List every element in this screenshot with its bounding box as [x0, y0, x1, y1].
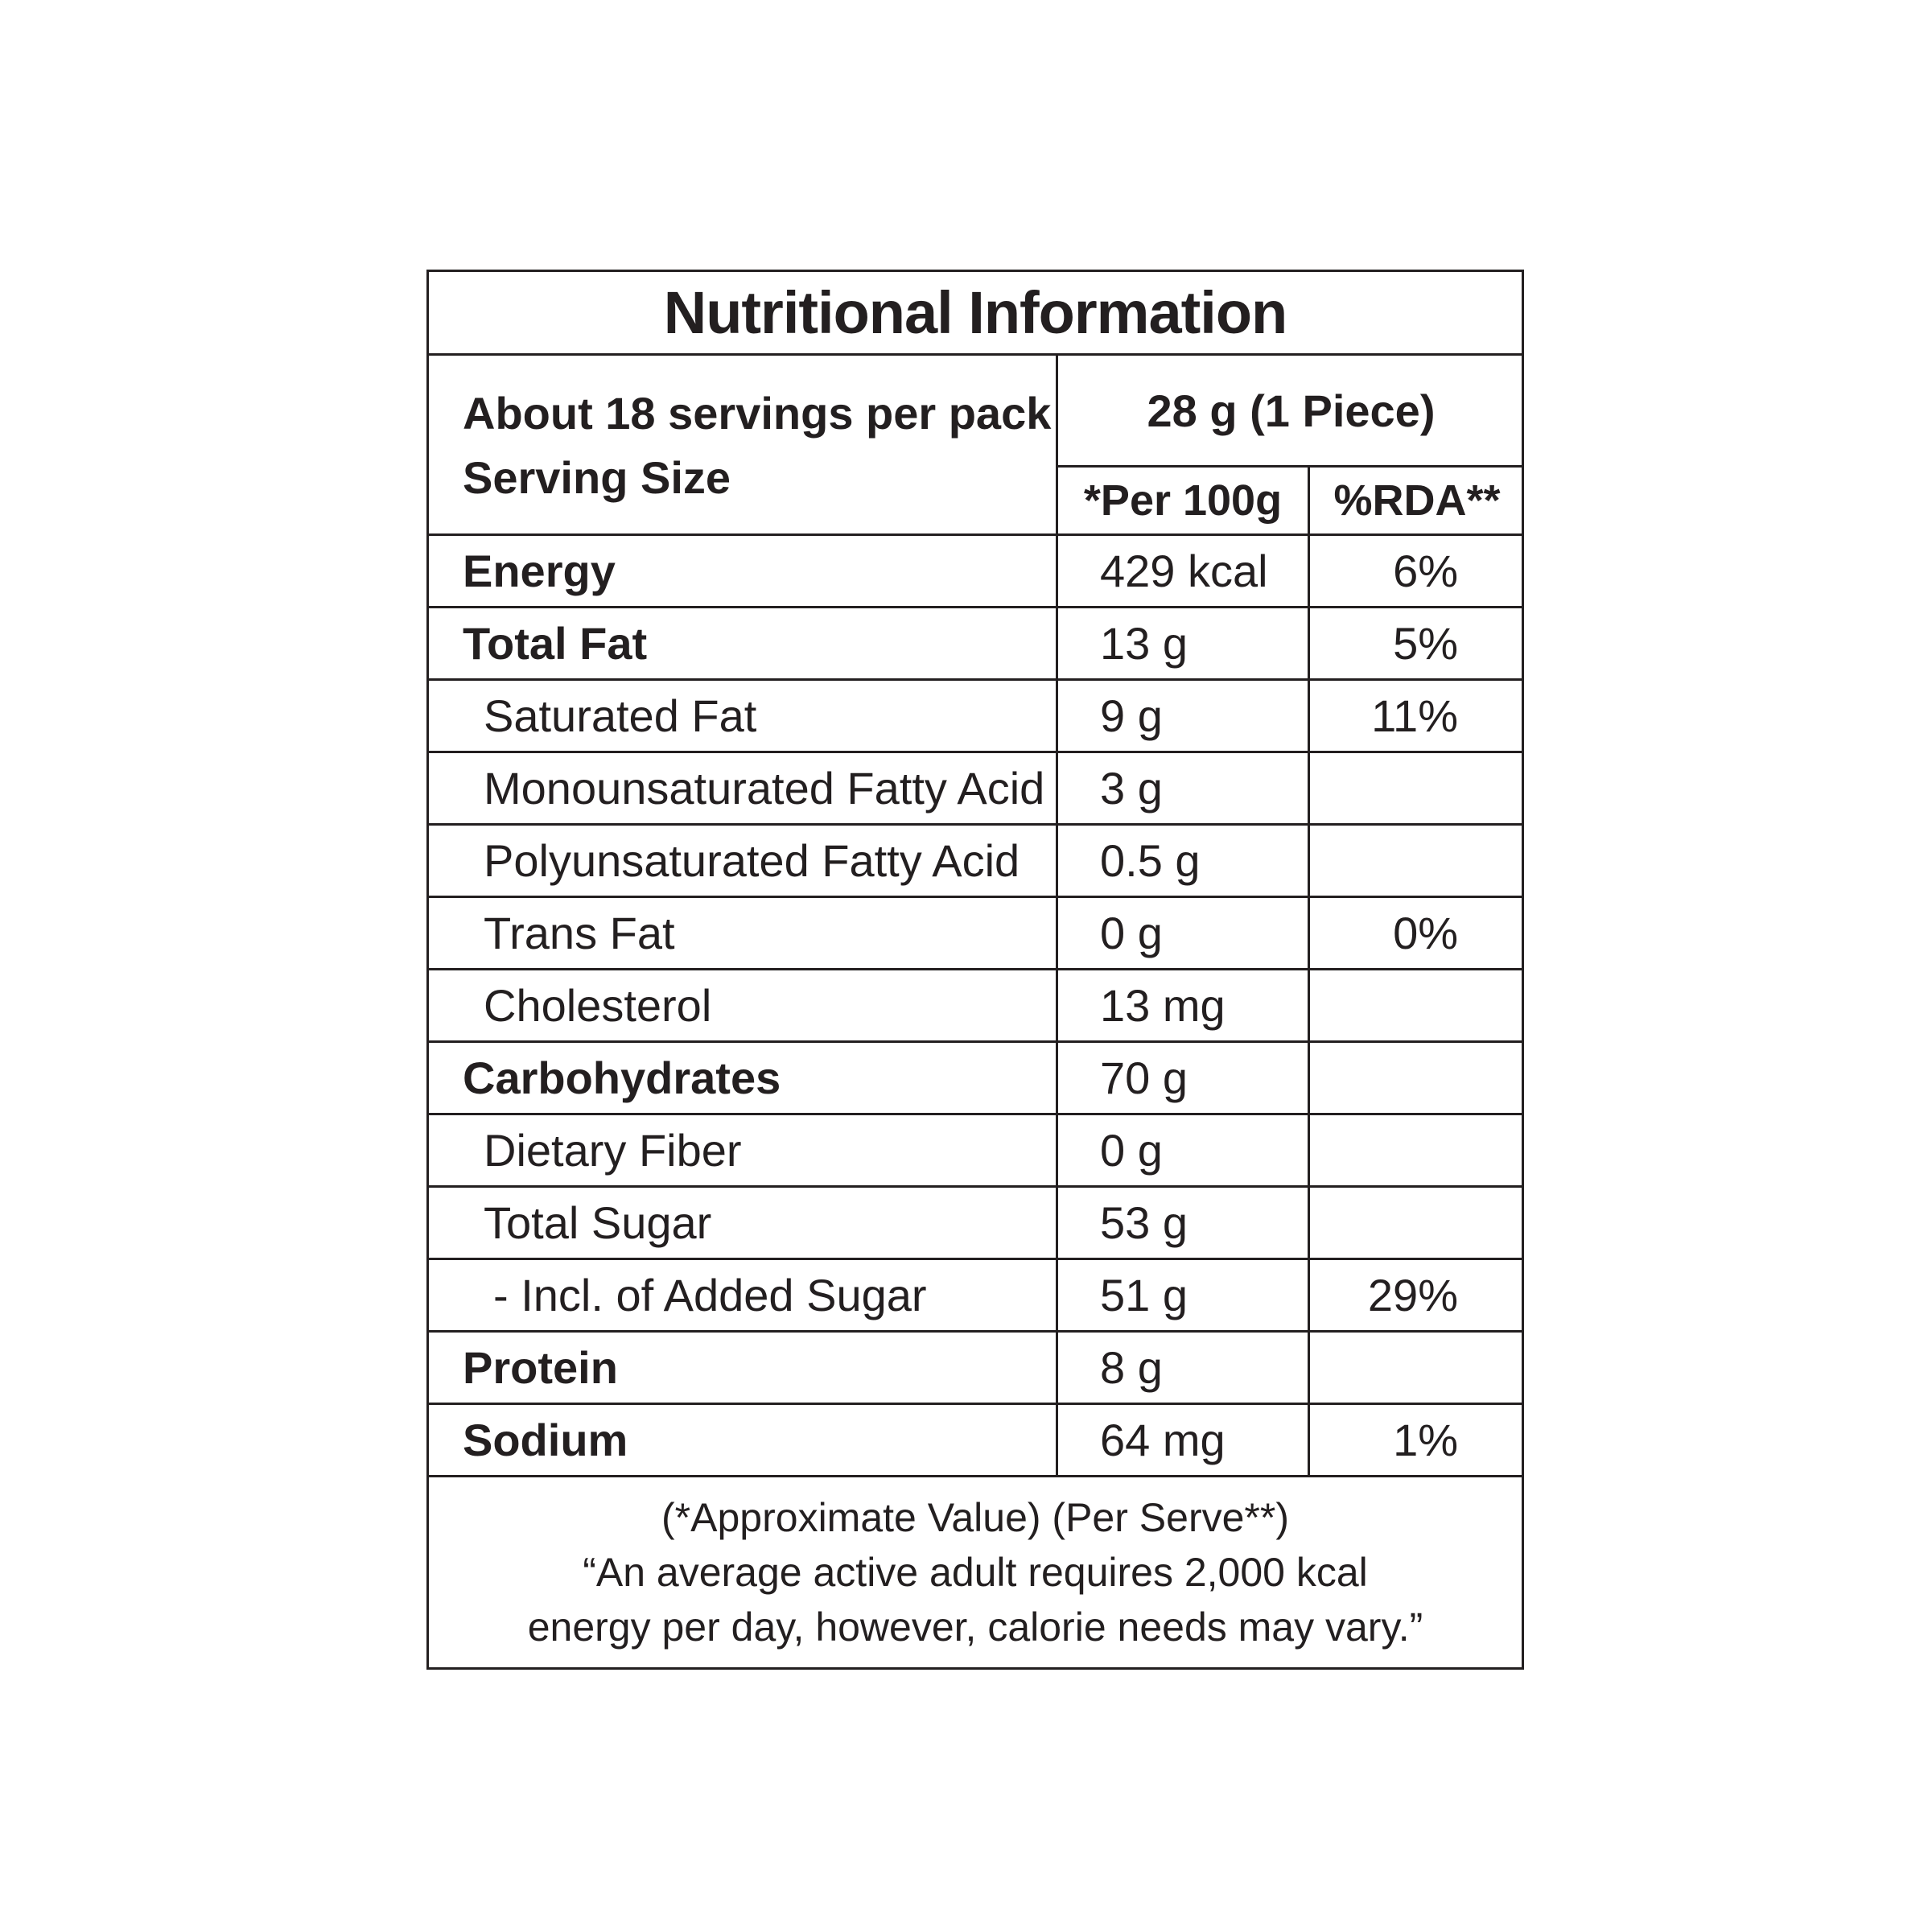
nutrient-value: 8 g: [1058, 1333, 1310, 1403]
nutrient-name: Cholesterol: [429, 970, 1058, 1040]
nutrient-value: 3 g: [1058, 753, 1310, 823]
nutrient-rda: 0%: [1393, 908, 1458, 958]
nutrient-value: 0.5 g: [1058, 826, 1310, 896]
nutrient-rda: [1310, 1043, 1524, 1113]
nutrient-name: Saturated Fat: [429, 681, 1058, 751]
serving-size-label: Serving Size: [463, 452, 731, 503]
table-row: [429, 970, 1522, 1043]
nutrient-value: 13 mg: [1058, 970, 1310, 1040]
table-title: Nutritional Information: [429, 272, 1522, 356]
nutrient-name: Protein: [429, 1333, 1058, 1403]
nutrient-name: Total Fat: [429, 608, 1058, 678]
table-row: [429, 608, 1522, 681]
table-row: [429, 826, 1522, 898]
table-row: [429, 1188, 1522, 1260]
nutrient-rda: [1310, 970, 1524, 1040]
footnote-line: (*Approximate Value) (Per Serve**): [661, 1495, 1289, 1540]
column-header-rda: %RDA**: [1310, 468, 1524, 536]
nutrient-rows: [429, 536, 1522, 1477]
footnote-line: “An average active adult requires 2,000 kcal: [583, 1550, 1368, 1595]
footnote-line: energy per day, however, calorie needs may vary.”: [527, 1605, 1423, 1650]
nutrient-rda: 29%: [1367, 1270, 1458, 1320]
nutrient-value: 0 g: [1058, 1115, 1310, 1185]
nutrient-name: Carbohydrates: [429, 1043, 1058, 1113]
table-row: [429, 536, 1522, 608]
nutrient-rda: 5%: [1393, 618, 1458, 669]
table-row: [429, 1405, 1522, 1477]
nutrient-name: Total Sugar: [429, 1188, 1058, 1258]
table-row: [429, 1260, 1522, 1333]
nutrient-name: Sodium: [429, 1405, 1058, 1475]
nutrient-rda: 11%: [1371, 690, 1458, 741]
column-header-per-100g: *Per 100g: [1058, 468, 1310, 536]
serving-size-value: 28 g (1 Piece): [1058, 356, 1524, 468]
table-row: [429, 1333, 1522, 1405]
nutrient-rda: [1310, 1333, 1524, 1403]
table-row: [429, 753, 1522, 826]
nutrient-value: 53 g: [1058, 1188, 1310, 1258]
serving-info: [429, 356, 1058, 536]
nutrition-table: [426, 270, 1524, 1670]
nutrient-name: Monounsaturated Fatty Acid: [429, 753, 1058, 823]
table-row: [429, 1115, 1522, 1188]
nutrient-name: Polyunsaturated Fatty Acid: [429, 826, 1058, 896]
nutrient-name: - Incl. of Added Sugar: [429, 1260, 1058, 1330]
nutrient-value: 429 kcal: [1058, 536, 1310, 606]
nutrient-value: 70 g: [1058, 1043, 1310, 1113]
footnote: [429, 1477, 1522, 1667]
nutrient-value: 0 g: [1058, 898, 1310, 968]
nutrient-rda: 6%: [1393, 546, 1458, 596]
nutrient-rda: [1310, 826, 1524, 896]
nutrient-value: 51 g: [1058, 1260, 1310, 1330]
nutrient-value: 9 g: [1058, 681, 1310, 751]
nutrient-rda: [1310, 1188, 1524, 1258]
nutrient-name: Energy: [429, 536, 1058, 606]
servings-per-pack: About 18 servings per pack: [463, 388, 1052, 439]
table-row: [429, 898, 1522, 970]
nutrient-name: Dietary Fiber: [429, 1115, 1058, 1185]
table-row: [429, 1043, 1522, 1115]
nutrient-rda: [1310, 1115, 1524, 1185]
table-row: [429, 681, 1522, 753]
nutrient-name: Trans Fat: [429, 898, 1058, 968]
nutrient-value: 13 g: [1058, 608, 1310, 678]
nutrient-value: 64 mg: [1058, 1405, 1310, 1475]
nutrient-rda: [1310, 753, 1524, 823]
nutrient-rda: 1%: [1393, 1415, 1458, 1465]
